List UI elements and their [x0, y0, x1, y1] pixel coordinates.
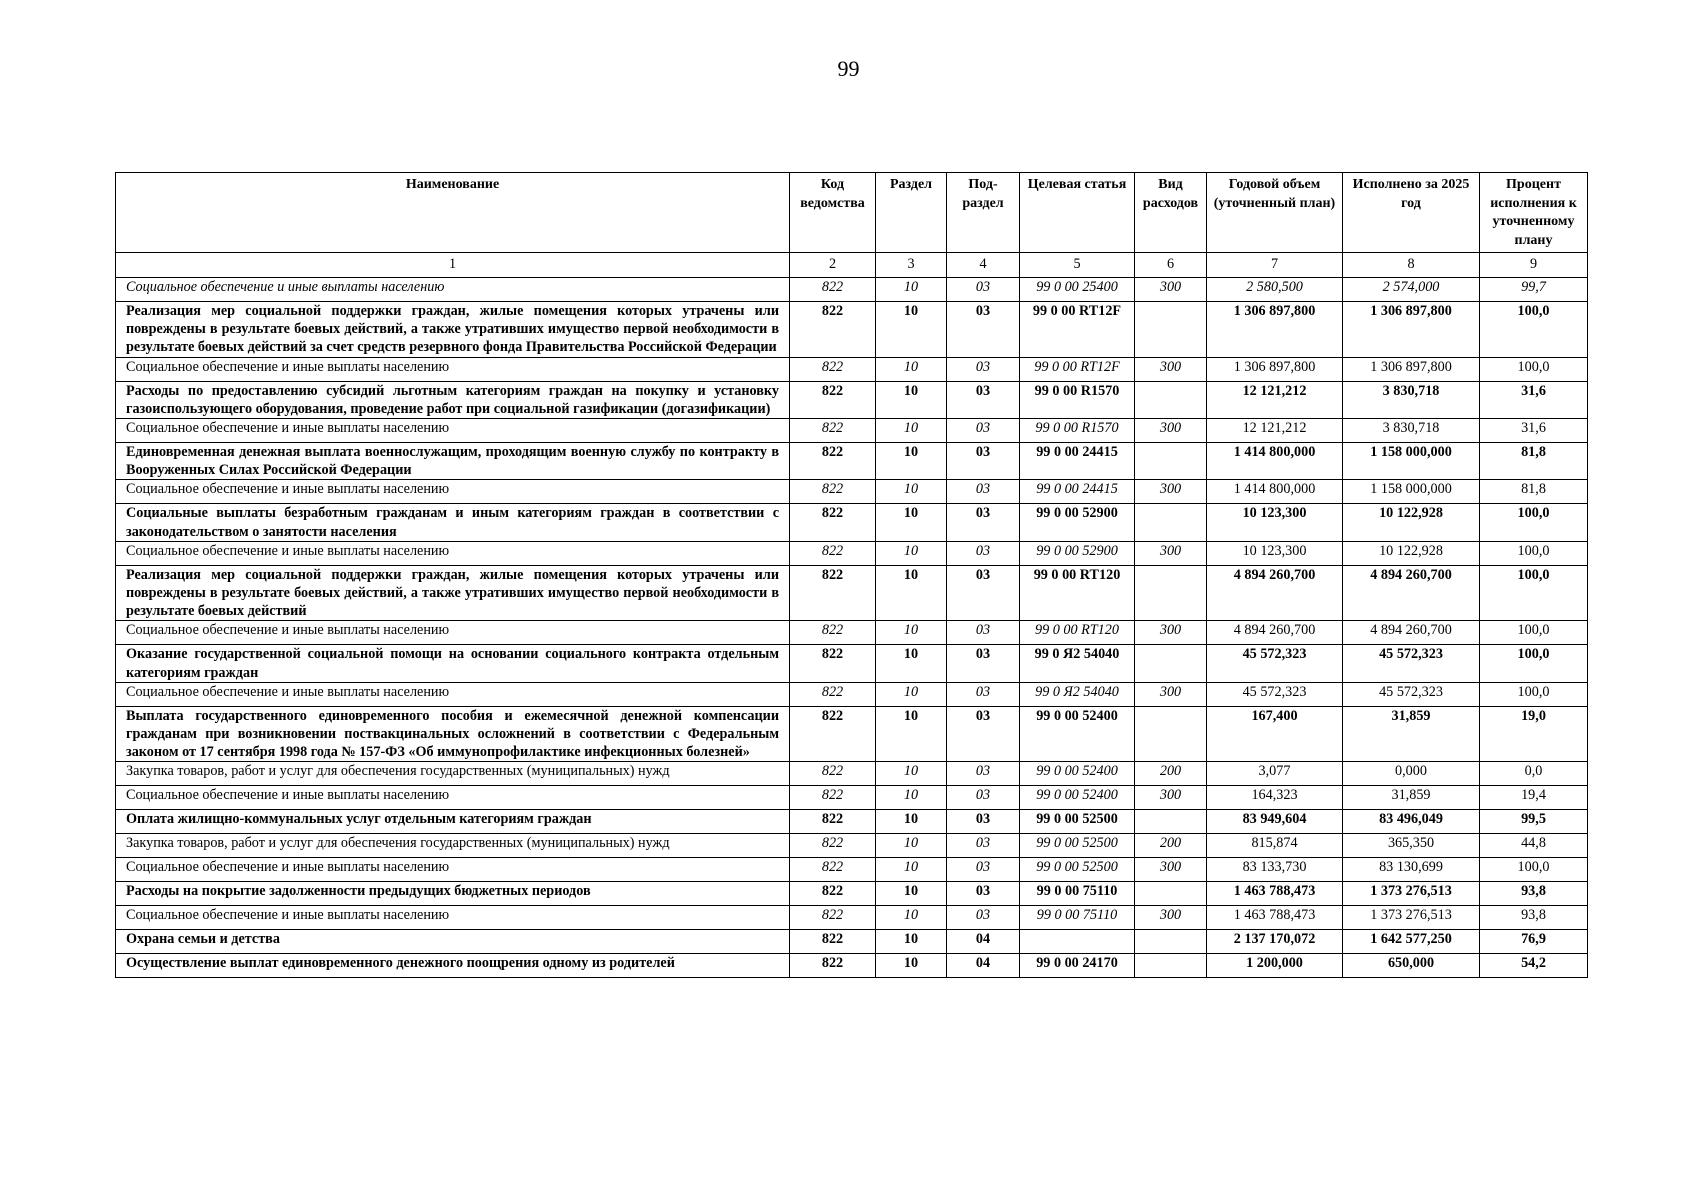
row-department-code: 822 — [790, 357, 876, 381]
row-executed: 3 830,718 — [1343, 419, 1480, 443]
row-target-article: 99 0 Я2 54040 — [1020, 645, 1135, 682]
row-percent: 100,0 — [1480, 621, 1588, 645]
row-department-code: 822 — [790, 882, 876, 906]
table-row — [116, 278, 1588, 302]
row-section: 10 — [876, 504, 947, 541]
header-name: Наименование — [116, 173, 790, 253]
row-target-article: 99 0 00 75110 — [1020, 906, 1135, 930]
row-target-article: 99 0 00 52400 — [1020, 762, 1135, 786]
row-name: Реализация мер социальной поддержки граждан, жилые помещения которых утрачены или повреждены в результате боевых действий, а также утративших имущество первой необходимости в результате боевых действий за счет средств резервного фонда Правительства Российской Федерации — [116, 302, 790, 358]
table-row — [116, 882, 1588, 906]
row-subsection: 03 — [947, 810, 1020, 834]
row-name: Социальное обеспечение и иные выплаты населению — [116, 278, 790, 302]
row-executed: 45 572,323 — [1343, 645, 1480, 682]
row-department-code: 822 — [790, 762, 876, 786]
row-name: Социальное обеспечение и иные выплаты населению — [116, 906, 790, 930]
row-executed: 1 158 000,000 — [1343, 480, 1480, 504]
row-target-article — [1020, 930, 1135, 954]
table-row — [116, 565, 1588, 621]
row-target-article: 99 0 00 52500 — [1020, 858, 1135, 882]
row-name: Закупка товаров, работ и услуг для обеспечения государственных (муниципальных) нужд — [116, 762, 790, 786]
row-section: 10 — [876, 357, 947, 381]
row-section: 10 — [876, 278, 947, 302]
row-expense-type: 300 — [1135, 357, 1207, 381]
row-annual-plan: 1 200,000 — [1207, 954, 1343, 978]
row-subsection: 04 — [947, 954, 1020, 978]
header-target-article: Целевая статья — [1020, 173, 1135, 253]
row-executed: 4 894 260,700 — [1343, 565, 1480, 621]
row-section: 10 — [876, 565, 947, 621]
row-annual-plan: 3,077 — [1207, 762, 1343, 786]
row-target-article: 99 0 00 52500 — [1020, 834, 1135, 858]
row-name: Оплата жилищно-коммунальных услуг отдельным категориям граждан — [116, 810, 790, 834]
row-annual-plan: 83 949,604 — [1207, 810, 1343, 834]
row-annual-plan: 2 137 170,072 — [1207, 930, 1343, 954]
row-name: Оказание государственной социальной помощи на основании социального контракта отдельным категориям граждан — [116, 645, 790, 682]
row-department-code: 822 — [790, 381, 876, 418]
row-annual-plan: 10 123,300 — [1207, 504, 1343, 541]
column-number: 8 — [1343, 253, 1480, 278]
row-target-article: 99 0 00 RT120 — [1020, 565, 1135, 621]
header-annual-plan: Годовой объем (уточненный план) — [1207, 173, 1343, 253]
row-annual-plan: 1 463 788,473 — [1207, 882, 1343, 906]
row-executed: 4 894 260,700 — [1343, 621, 1480, 645]
row-annual-plan: 45 572,323 — [1207, 682, 1343, 706]
table-row — [116, 954, 1588, 978]
row-expense-type: 300 — [1135, 419, 1207, 443]
row-percent: 76,9 — [1480, 930, 1588, 954]
row-percent: 19,0 — [1480, 706, 1588, 762]
table-row — [116, 906, 1588, 930]
row-subsection: 03 — [947, 278, 1020, 302]
row-section: 10 — [876, 762, 947, 786]
row-subsection: 03 — [947, 357, 1020, 381]
row-executed: 10 122,928 — [1343, 504, 1480, 541]
column-number: 1 — [116, 253, 790, 278]
column-number: 5 — [1020, 253, 1135, 278]
row-section: 10 — [876, 706, 947, 762]
row-target-article: 99 0 00 24170 — [1020, 954, 1135, 978]
row-department-code: 822 — [790, 954, 876, 978]
row-annual-plan: 10 123,300 — [1207, 541, 1343, 565]
row-annual-plan: 45 572,323 — [1207, 645, 1343, 682]
row-section: 10 — [876, 786, 947, 810]
row-target-article: 99 0 00 R1570 — [1020, 381, 1135, 418]
row-section: 10 — [876, 858, 947, 882]
row-target-article: 99 0 00 24415 — [1020, 443, 1135, 480]
row-expense-type — [1135, 882, 1207, 906]
row-percent: 31,6 — [1480, 381, 1588, 418]
row-subsection: 03 — [947, 480, 1020, 504]
row-expense-type — [1135, 810, 1207, 834]
row-expense-type — [1135, 504, 1207, 541]
row-percent: 99,5 — [1480, 810, 1588, 834]
row-section: 10 — [876, 381, 947, 418]
row-percent: 44,8 — [1480, 834, 1588, 858]
row-annual-plan: 12 121,212 — [1207, 381, 1343, 418]
row-section: 10 — [876, 645, 947, 682]
row-name: Социальные выплаты безработным гражданам и иным категориям граждан в соответствии с законодательством о занятости населения — [116, 504, 790, 541]
row-annual-plan: 164,323 — [1207, 786, 1343, 810]
row-department-code: 822 — [790, 834, 876, 858]
row-expense-type: 300 — [1135, 682, 1207, 706]
row-expense-type: 200 — [1135, 762, 1207, 786]
header-subsection: Под-раздел — [947, 173, 1020, 253]
table-row — [116, 834, 1588, 858]
row-percent: 19,4 — [1480, 786, 1588, 810]
row-executed: 45 572,323 — [1343, 682, 1480, 706]
row-percent: 100,0 — [1480, 682, 1588, 706]
row-executed: 1 306 897,800 — [1343, 357, 1480, 381]
row-executed: 1 373 276,513 — [1343, 882, 1480, 906]
row-subsection: 03 — [947, 706, 1020, 762]
row-percent: 93,8 — [1480, 906, 1588, 930]
row-expense-type — [1135, 706, 1207, 762]
row-name: Выплата государственного единовременного пособия и ежемесячной денежной компенсации гражданам при возникновении поствакцинальных осложнений в соответствии с Федеральным законом от 17 сентября 1998 года № 157-ФЗ «Об иммунопрофилактике инфекционных болезней» — [116, 706, 790, 762]
table-row — [116, 858, 1588, 882]
row-annual-plan: 4 894 260,700 — [1207, 565, 1343, 621]
row-name: Социальное обеспечение и иные выплаты населению — [116, 621, 790, 645]
row-percent: 31,6 — [1480, 419, 1588, 443]
row-department-code: 822 — [790, 621, 876, 645]
row-subsection: 03 — [947, 381, 1020, 418]
table-row — [116, 762, 1588, 786]
row-subsection: 03 — [947, 906, 1020, 930]
row-department-code: 822 — [790, 645, 876, 682]
row-section: 10 — [876, 882, 947, 906]
row-subsection: 03 — [947, 419, 1020, 443]
row-expense-type — [1135, 443, 1207, 480]
row-annual-plan: 4 894 260,700 — [1207, 621, 1343, 645]
column-number: 2 — [790, 253, 876, 278]
row-name: Осуществление выплат единовременного денежного поощрения одному из родителей — [116, 954, 790, 978]
row-subsection: 03 — [947, 682, 1020, 706]
row-section: 10 — [876, 930, 947, 954]
row-subsection: 04 — [947, 930, 1020, 954]
row-department-code: 822 — [790, 443, 876, 480]
table-row — [116, 786, 1588, 810]
row-name: Социальное обеспечение и иные выплаты населению — [116, 541, 790, 565]
table-row — [116, 930, 1588, 954]
row-subsection: 03 — [947, 621, 1020, 645]
row-name: Единовременная денежная выплата военнослужащим, проходящим военную службу по контракту в Вооруженных Силах Российской Федерации — [116, 443, 790, 480]
row-target-article: 99 0 00 75110 — [1020, 882, 1135, 906]
table-row — [116, 645, 1588, 682]
header-percent: Процент исполнения к уточненному плану — [1480, 173, 1588, 253]
row-department-code: 822 — [790, 419, 876, 443]
row-expense-type: 300 — [1135, 858, 1207, 882]
table-row — [116, 810, 1588, 834]
table-row — [116, 357, 1588, 381]
row-name: Социальное обеспечение и иные выплаты населению — [116, 419, 790, 443]
row-target-article: 99 0 00 24415 — [1020, 480, 1135, 504]
row-annual-plan: 83 133,730 — [1207, 858, 1343, 882]
row-executed: 1 158 000,000 — [1343, 443, 1480, 480]
row-subsection: 03 — [947, 762, 1020, 786]
row-target-article: 99 0 00 52500 — [1020, 810, 1135, 834]
row-executed: 2 574,000 — [1343, 278, 1480, 302]
table-row — [116, 480, 1588, 504]
row-subsection: 03 — [947, 443, 1020, 480]
row-executed: 83 130,699 — [1343, 858, 1480, 882]
row-name: Социальное обеспечение и иные выплаты населению — [116, 786, 790, 810]
row-executed: 3 830,718 — [1343, 381, 1480, 418]
row-section: 10 — [876, 480, 947, 504]
row-executed: 365,350 — [1343, 834, 1480, 858]
row-target-article: 99 0 Я2 54040 — [1020, 682, 1135, 706]
row-percent: 54,2 — [1480, 954, 1588, 978]
row-subsection: 03 — [947, 645, 1020, 682]
row-percent: 100,0 — [1480, 565, 1588, 621]
row-expense-type — [1135, 645, 1207, 682]
header-row — [116, 173, 1588, 253]
row-section: 10 — [876, 419, 947, 443]
row-section: 10 — [876, 443, 947, 480]
row-name: Социальное обеспечение и иные выплаты населению — [116, 357, 790, 381]
row-department-code: 822 — [790, 278, 876, 302]
row-name: Расходы по предоставлению субсидий льготным категориям граждан на покупку и установку газоиспользующего оборудования, проведение работ при социальной газификации (догазификации) — [116, 381, 790, 418]
budget-execution-table — [115, 172, 1588, 978]
row-expense-type — [1135, 302, 1207, 358]
row-expense-type — [1135, 381, 1207, 418]
row-annual-plan: 1 463 788,473 — [1207, 906, 1343, 930]
row-executed: 31,859 — [1343, 706, 1480, 762]
row-expense-type — [1135, 954, 1207, 978]
row-department-code: 822 — [790, 858, 876, 882]
header-section: Раздел — [876, 173, 947, 253]
row-target-article: 99 0 00 RT12F — [1020, 357, 1135, 381]
row-department-code: 822 — [790, 682, 876, 706]
row-annual-plan: 1 414 800,000 — [1207, 443, 1343, 480]
row-section: 10 — [876, 906, 947, 930]
row-percent: 93,8 — [1480, 882, 1588, 906]
row-section: 10 — [876, 541, 947, 565]
row-name: Социальное обеспечение и иные выплаты населению — [116, 682, 790, 706]
row-annual-plan: 1 306 897,800 — [1207, 302, 1343, 358]
row-department-code: 822 — [790, 541, 876, 565]
row-department-code: 822 — [790, 480, 876, 504]
header-department-code: Код ведомства — [790, 173, 876, 253]
row-subsection: 03 — [947, 858, 1020, 882]
row-section: 10 — [876, 954, 947, 978]
row-executed: 1 306 897,800 — [1343, 302, 1480, 358]
row-annual-plan: 12 121,212 — [1207, 419, 1343, 443]
row-expense-type: 300 — [1135, 786, 1207, 810]
header-executed: Исполнено за 2025 год — [1343, 173, 1480, 253]
row-section: 10 — [876, 621, 947, 645]
row-target-article: 99 0 00 R1570 — [1020, 419, 1135, 443]
row-subsection: 03 — [947, 786, 1020, 810]
column-number: 7 — [1207, 253, 1343, 278]
row-annual-plan: 167,400 — [1207, 706, 1343, 762]
column-number: 3 — [876, 253, 947, 278]
header-expense-type: Вид расходов — [1135, 173, 1207, 253]
table-row — [116, 706, 1588, 762]
row-target-article: 99 0 00 52400 — [1020, 786, 1135, 810]
row-percent: 100,0 — [1480, 645, 1588, 682]
row-subsection: 03 — [947, 834, 1020, 858]
row-target-article: 99 0 00 52900 — [1020, 541, 1135, 565]
column-number: 6 — [1135, 253, 1207, 278]
column-number-row — [116, 253, 1588, 278]
row-name: Социальное обеспечение и иные выплаты населению — [116, 480, 790, 504]
column-number: 9 — [1480, 253, 1588, 278]
table-row — [116, 682, 1588, 706]
row-percent: 100,0 — [1480, 858, 1588, 882]
row-department-code: 822 — [790, 706, 876, 762]
row-department-code: 822 — [790, 786, 876, 810]
row-executed: 83 496,049 — [1343, 810, 1480, 834]
row-annual-plan: 2 580,500 — [1207, 278, 1343, 302]
row-subsection: 03 — [947, 302, 1020, 358]
row-percent: 99,7 — [1480, 278, 1588, 302]
row-department-code: 822 — [790, 565, 876, 621]
row-section: 10 — [876, 834, 947, 858]
table-body — [116, 253, 1588, 978]
row-name: Охрана семьи и детства — [116, 930, 790, 954]
row-target-article: 99 0 00 RT12F — [1020, 302, 1135, 358]
row-expense-type: 300 — [1135, 906, 1207, 930]
table-row — [116, 419, 1588, 443]
row-percent: 81,8 — [1480, 480, 1588, 504]
row-expense-type: 300 — [1135, 621, 1207, 645]
table-row — [116, 302, 1588, 358]
row-expense-type: 300 — [1135, 541, 1207, 565]
row-executed: 1 373 276,513 — [1343, 906, 1480, 930]
row-department-code: 822 — [790, 930, 876, 954]
row-subsection: 03 — [947, 541, 1020, 565]
table-row — [116, 621, 1588, 645]
row-target-article: 99 0 00 25400 — [1020, 278, 1135, 302]
row-annual-plan: 1 306 897,800 — [1207, 357, 1343, 381]
row-executed: 31,859 — [1343, 786, 1480, 810]
row-annual-plan: 815,874 — [1207, 834, 1343, 858]
table-row — [116, 504, 1588, 541]
row-executed: 1 642 577,250 — [1343, 930, 1480, 954]
row-department-code: 822 — [790, 906, 876, 930]
row-target-article: 99 0 00 52900 — [1020, 504, 1135, 541]
table-row — [116, 541, 1588, 565]
row-name: Реализация мер социальной поддержки граждан, жилые помещения которых утрачены или повреждены в результате боевых действий, а также утративших имущество первой необходимости в результате боевых действий — [116, 565, 790, 621]
row-name: Социальное обеспечение и иные выплаты населению — [116, 858, 790, 882]
row-section: 10 — [876, 682, 947, 706]
page-number: 99 — [837, 56, 860, 81]
row-percent: 100,0 — [1480, 504, 1588, 541]
row-name: Закупка товаров, работ и услуг для обеспечения государственных (муниципальных) нужд — [116, 834, 790, 858]
row-section: 10 — [876, 810, 947, 834]
row-section: 10 — [876, 302, 947, 358]
row-percent: 0,0 — [1480, 762, 1588, 786]
column-number: 4 — [947, 253, 1020, 278]
row-percent: 100,0 — [1480, 357, 1588, 381]
row-subsection: 03 — [947, 882, 1020, 906]
row-executed: 10 122,928 — [1343, 541, 1480, 565]
row-department-code: 822 — [790, 302, 876, 358]
table-row — [116, 381, 1588, 418]
row-subsection: 03 — [947, 504, 1020, 541]
row-expense-type — [1135, 930, 1207, 954]
row-expense-type: 300 — [1135, 480, 1207, 504]
row-subsection: 03 — [947, 565, 1020, 621]
row-expense-type — [1135, 565, 1207, 621]
row-executed: 650,000 — [1343, 954, 1480, 978]
row-department-code: 822 — [790, 810, 876, 834]
row-department-code: 822 — [790, 504, 876, 541]
row-name: Расходы на покрытие задолженности предыдущих бюджетных периодов — [116, 882, 790, 906]
row-percent: 81,8 — [1480, 443, 1588, 480]
table-row — [116, 443, 1588, 480]
row-expense-type: 300 — [1135, 278, 1207, 302]
row-executed: 0,000 — [1343, 762, 1480, 786]
row-annual-plan: 1 414 800,000 — [1207, 480, 1343, 504]
row-percent: 100,0 — [1480, 541, 1588, 565]
row-target-article: 99 0 00 RT120 — [1020, 621, 1135, 645]
row-percent: 100,0 — [1480, 302, 1588, 358]
row-expense-type: 200 — [1135, 834, 1207, 858]
row-target-article: 99 0 00 52400 — [1020, 706, 1135, 762]
